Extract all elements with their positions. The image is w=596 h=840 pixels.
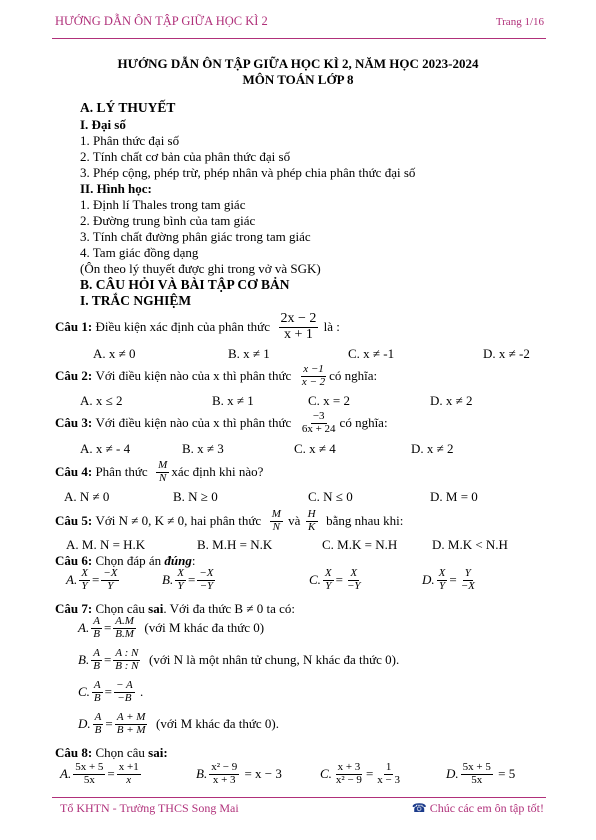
option-a: A. $\frac{A}{B}$ = $\frac{A.M}{B.M}$ (với M khác đa thức 0) (78, 615, 265, 640)
geometry-item: 4. Tam giác đồng dạng (80, 245, 199, 260)
geometry-heading: II. Hình học: (80, 181, 152, 196)
option-c: C. N ≤ 0 (308, 489, 353, 504)
question-label: Câu 1: (55, 319, 93, 334)
option-b: B. x ≠ 3 (182, 441, 224, 456)
option-a: A. x ≤ 2 (80, 393, 123, 408)
geometry-item: 1. Định lí Thales trong tam giác (80, 197, 246, 212)
header-title: HƯỚNG DẪN ÔN TẬP GIỮA HỌC KÌ 2 (55, 14, 268, 28)
option-b: B. M.H = N.K (197, 537, 273, 552)
option-a: A. x ≠ - 4 (80, 441, 131, 456)
fraction: $\frac{M}{N}$ (271, 507, 281, 533)
option-c: C. $\frac{x + 3}{\text{x² − 9}}$ = $\frac{1}{x - 3}$ (320, 761, 400, 786)
option-d: D. x ≠ 2 (430, 393, 473, 408)
document-subtitle: MÔN TOÁN LỚP 8 (242, 72, 354, 87)
option-b: B. $\frac{\text{x² − 9}}{x + 3}$ = x − 3 (196, 761, 282, 786)
fraction: $\frac{-3}{6x + 24}$ (301, 409, 336, 435)
geometry-item: 3. Tính chất đường phân giác trong tam giác (80, 229, 311, 244)
mc-heading: I. TRẮC NGHIỆM (80, 293, 192, 308)
option-c: C. x = 2 (308, 393, 351, 408)
option-b: B. $\frac{A}{B}$ = $\frac{A : N}{B : N}$ (với N là một nhân tử chung, N khác đa thức 0). (78, 647, 400, 672)
question-2: Câu 2: Với điều kiện nào của x thì phân thức $\frac{x -1}{x - 2}$ có nghĩa: (55, 362, 378, 388)
question-5: Câu 5: Với N ≠ 0, K ≠ 0, hai phân thức $\frac{M}{N}$ và $\frac{H}{K}$ bằng nhau khi: (55, 507, 404, 533)
option-b: B. N ≥ 0 (173, 489, 218, 504)
fraction: $\frac{2x - 2}{x + 1}$ (280, 310, 317, 342)
option-a: A. M. N = H.K (66, 537, 146, 552)
header-divider (52, 38, 546, 39)
page-number: Trang 1/16 (495, 16, 544, 28)
option-d: D. $\frac{5x + 5}{5x}$ = 5 (446, 761, 516, 786)
footer-divider (52, 797, 546, 798)
algebra-heading: I. Đại số (80, 117, 126, 132)
option-d: D. $\frac{X}{Y}$ = $\frac{Y}{-X}$ (422, 567, 475, 592)
option-b: B. $\frac{X}{Y}$ = $\frac{-X}{-Y}$ (162, 567, 214, 592)
option-b: B. x ≠ 1 (212, 393, 254, 408)
option-d: D. x ≠ 2 (411, 441, 454, 456)
option-d: D. x ≠ -2 (483, 346, 530, 361)
question-3: Câu 3: Với điều kiện nào của x thì phân thức $\frac{-3}{6x + 24}$ có nghĩa: (55, 409, 388, 435)
exercises-heading: B. CÂU HỎI VÀ BÀI TẬP CƠ BẢN (80, 277, 290, 292)
question-8: Câu 8: Chọn câu sai: (55, 745, 168, 760)
algebra-item: 3. Phép cộng, phép trừ, phép nhân và phép chia phân thức đại số (80, 165, 416, 180)
question-7: Câu 7: Chọn câu sai. Với đa thức B ≠ 0 ta có: (55, 601, 296, 616)
theory-heading: A. LÝ THUYẾT (80, 100, 176, 115)
option-c: C. M.K = N.H (322, 537, 398, 552)
option-b: B. x ≠ 1 (228, 346, 270, 361)
algebra-item: 1. Phân thức đại số (80, 133, 180, 148)
question-4: Câu 4: Phân thức $\frac{M}{N}$ xác định khi nào? (55, 458, 264, 484)
option-d: D. M = 0 (430, 489, 478, 504)
fraction: $\frac{x -1}{x - 2}$ (301, 362, 326, 388)
question-1: Câu 1: Điều kiện xác định của phân thức $\frac{2x - 2}{x + 1}$ là : (55, 310, 340, 342)
geometry-note: (Ôn theo lý thuyết được ghi trong vở và SGK) (80, 261, 321, 276)
option-a: A. $\frac{X}{Y}$ = $\frac{-X}{Y}$ (66, 567, 118, 592)
option-c: C. x ≠ 4 (294, 441, 336, 456)
option-a: A. x ≠ 0 (93, 346, 136, 361)
algebra-item: 2. Tính chất cơ bản của phân thức đại số (80, 149, 291, 164)
option-a: A. $\frac{5x + 5}{5x}$ = $\frac{x +1}{x}$ (60, 761, 139, 786)
question-text: Điều kiện xác định của phân thức (95, 319, 270, 334)
footer-message: ☎ Chúc các em ôn tập tốt! (411, 801, 544, 815)
option-d: D. M.K < N.H (432, 537, 508, 552)
geometry-item: 2. Đường trung bình của tam giác (80, 213, 256, 228)
fraction: $\frac{H}{K}$ (307, 507, 316, 533)
option-c: C. $\frac{X}{Y}$ = $\frac{X}{-Y}$ (309, 567, 361, 592)
document-title: HƯỚNG DẪN ÔN TẬP GIỮA HỌC KÌ 2, NĂM HỌC 2023-2024 (117, 56, 479, 71)
question-6: Câu 6: Chọn đáp án đúng: (55, 553, 196, 568)
option-d: D. $\frac{A}{B}$ = $\frac{A + M}{B + M}$ (với M khác đa thức 0). (78, 711, 279, 736)
option-a: A. N ≠ 0 (64, 489, 110, 504)
fraction: $\frac{M}{N}$ (158, 458, 168, 484)
option-c: C. x ≠ -1 (348, 346, 395, 361)
option-c: C. $\frac{A}{B}$ = $\frac{- A}{-B}$ . (78, 679, 144, 704)
footer-school: Tổ KHTN - Trường THCS Song Mai (60, 801, 239, 815)
phone-icon: ☎ (411, 801, 427, 815)
